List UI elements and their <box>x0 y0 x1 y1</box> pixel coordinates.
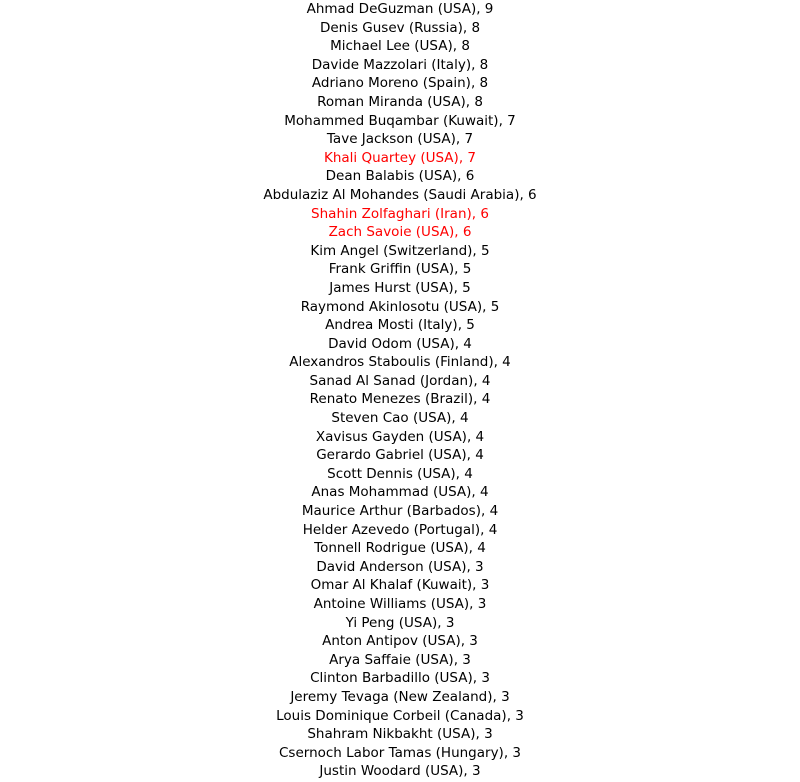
list-item: Mohammed Buqambar (Kuwait), 7 <box>284 112 516 129</box>
list-item: Yi Peng (USA), 3 <box>345 614 455 631</box>
list-item: Dean Balabis (USA), 6 <box>325 168 475 185</box>
list-item-highlighted: Khali Quartey (USA), 7 <box>323 149 476 166</box>
list-item: Tonnell Rodrigue (USA), 4 <box>314 540 486 557</box>
list-item: Anas Mohammad (USA), 4 <box>311 484 489 501</box>
list-item: Tave Jackson (USA), 7 <box>326 131 474 148</box>
list-item: Abdulaziz Al Mohandes (Saudi Arabia), 6 <box>263 186 537 203</box>
list-item: Ahmad DeGuzman (USA), 9 <box>306 1 494 17</box>
list-item: Sanad Al Sanad (Jordan), 4 <box>309 372 491 389</box>
list-item: James Hurst (USA), 5 <box>329 279 471 296</box>
list-item: Renato Menezes (Brazil), 4 <box>309 391 491 408</box>
list-item: Antoine Williams (USA), 3 <box>313 596 487 612</box>
list-item: Davide Mazzolari (Italy), 8 <box>311 56 489 73</box>
list-item: Denis Gusev (Russia), 8 <box>319 19 481 36</box>
list-item: Arya Saffaie (USA), 3 <box>329 651 471 668</box>
list-item-highlighted: Shahin Zolfaghari (Iran), 6 <box>311 205 489 222</box>
list-item: Kim Angel (Switzerland), 5 <box>310 242 490 259</box>
list-item: Raymond Akinlosotu (USA), 5 <box>300 298 500 315</box>
list-item: Louis Dominique Corbeil (Canada), 3 <box>276 707 524 724</box>
list-item-highlighted: Zach Savoie (USA), 6 <box>328 224 472 241</box>
list-item: Frank Griffin (USA), 5 <box>328 261 472 278</box>
list-item: Justin Woodard (USA), 3 <box>319 763 481 780</box>
list-item: Roman Miranda (USA), 8 <box>317 93 483 110</box>
list-item: Omar Al Khalaf (Kuwait), 3 <box>310 577 490 594</box>
list-item: Michael Lee (USA), 8 <box>330 38 470 55</box>
list-item: Adriano Moreno (Spain), 8 <box>311 75 489 92</box>
list-item: Alexandros Staboulis (Finland), 4 <box>289 354 511 371</box>
list-item: Steven Cao (USA), 4 <box>331 410 469 427</box>
list-item: Shahram Nikbakht (USA), 3 <box>307 726 493 743</box>
list-item: Xavisus Gayden (USA), 4 <box>315 428 485 445</box>
list-item: Maurice Arthur (Barbados), 4 <box>301 503 499 520</box>
list-item: David Odom (USA), 4 <box>328 335 472 352</box>
list-item: Scott Dennis (USA), 4 <box>327 465 473 482</box>
list-item: Gerardo Gabriel (USA), 4 <box>316 447 484 464</box>
list-item: Helder Azevedo (Portugal), 4 <box>302 521 498 538</box>
list-item: Andrea Mosti (Italy), 5 <box>325 317 475 334</box>
list-item: David Anderson (USA), 3 <box>316 558 484 575</box>
list-item: Csernoch Labor Tamas (Hungary), 3 <box>278 744 521 761</box>
list-item: Jeremy Tevaga (New Zealand), 3 <box>290 688 510 705</box>
list-item: Clinton Barbadillo (USA), 3 <box>310 670 490 687</box>
list-item: Anton Antipov (USA), 3 <box>322 633 478 650</box>
